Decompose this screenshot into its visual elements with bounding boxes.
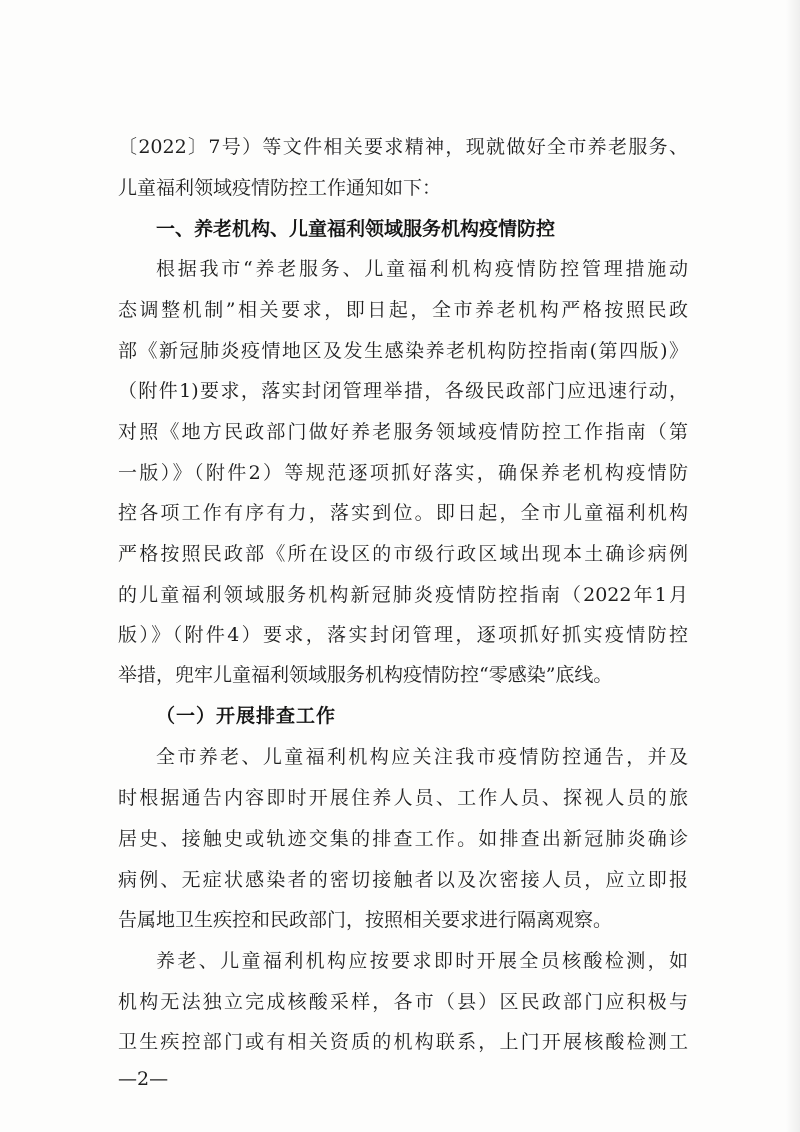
paragraph-line: 居史、接触史或轨迹交集的排查工作。如排查出新冠肺炎确诊 (118, 828, 688, 850)
paragraph-line: 养老、儿童福利机构应按要求即时开展全员核酸检测，如 (156, 950, 688, 972)
paragraph-line: 态调整机制”相关要求，即日起，全市养老机构严格按照民政 (118, 299, 688, 321)
paragraph-line: 版）》（附件4）要求，落实封闭管理，逐项抓好抓实疫情防控 (118, 624, 688, 646)
paragraph-line: 部《新冠肺炎疫情地区及发生感染养老机构防控指南(第四版)》 (118, 340, 688, 362)
text-line: 儿童福利领域疫情防控工作通知如下： (118, 177, 442, 199)
paragraph-line: （附件1)要求，落实封闭管理举措，各级民政部门应迅速行动， (118, 380, 688, 402)
paragraph-line: 举措，兜牢儿童福利领域服务机构疫情防控“零感染”底线。 (118, 664, 613, 686)
paragraph-line: 病例、无症状感染者的密切接触者以及次密接人员，应立即报 (118, 869, 688, 891)
paragraph-line: 机构无法独立完成核酸采样，各市（县）区民政部门应积极与 (118, 991, 688, 1013)
subsection-heading: （一）开展排查工作 (156, 705, 337, 727)
page-number: —2— (118, 1068, 169, 1090)
paragraph-line: 一版）》（附件2）等规范逐项抓好落实，确保养老机构疫情防 (118, 462, 688, 484)
paragraph-line: 全市养老、儿童福利机构应关注我市疫情防控通告，并及 (156, 746, 688, 768)
paragraph-line: 的儿童福利领域服务机构新冠肺炎疫情防控指南（2022年1月 (118, 584, 688, 606)
paragraph-line: 卫生疾控部门或有相关资质的机构联系，上门开展核酸检测工 (118, 1031, 688, 1053)
paragraph-line: 时根据通告内容即时开展住养人员、工作人员、探视人员的旅 (118, 787, 688, 809)
paragraph-line: 控各项工作有序有力，落实到位。即日起，全市儿童福利机构 (118, 502, 688, 524)
paragraph-line: 告属地卫生疾控和民政部门，按照相关要求进行隔离观察。 (118, 909, 613, 931)
section-heading: 一、养老机构、儿童福利领域服务机构疫情防控 (156, 218, 556, 240)
paragraph-line: 根据我市“养老服务、儿童福利机构疫情防控管理措施动 (156, 258, 688, 280)
paper-edge-shadow (786, 0, 800, 1132)
paragraph-line: 对照《地方民政部门做好养老服务领域疫情防控工作指南（第 (118, 421, 688, 443)
paragraph-line: 严格按照民政部《所在设区的市级行政区域出现本土确诊病例 (118, 543, 688, 565)
text-line: 〔2022〕7号）等文件相关要求精神，现就做好全市养老服务、 (118, 136, 688, 158)
